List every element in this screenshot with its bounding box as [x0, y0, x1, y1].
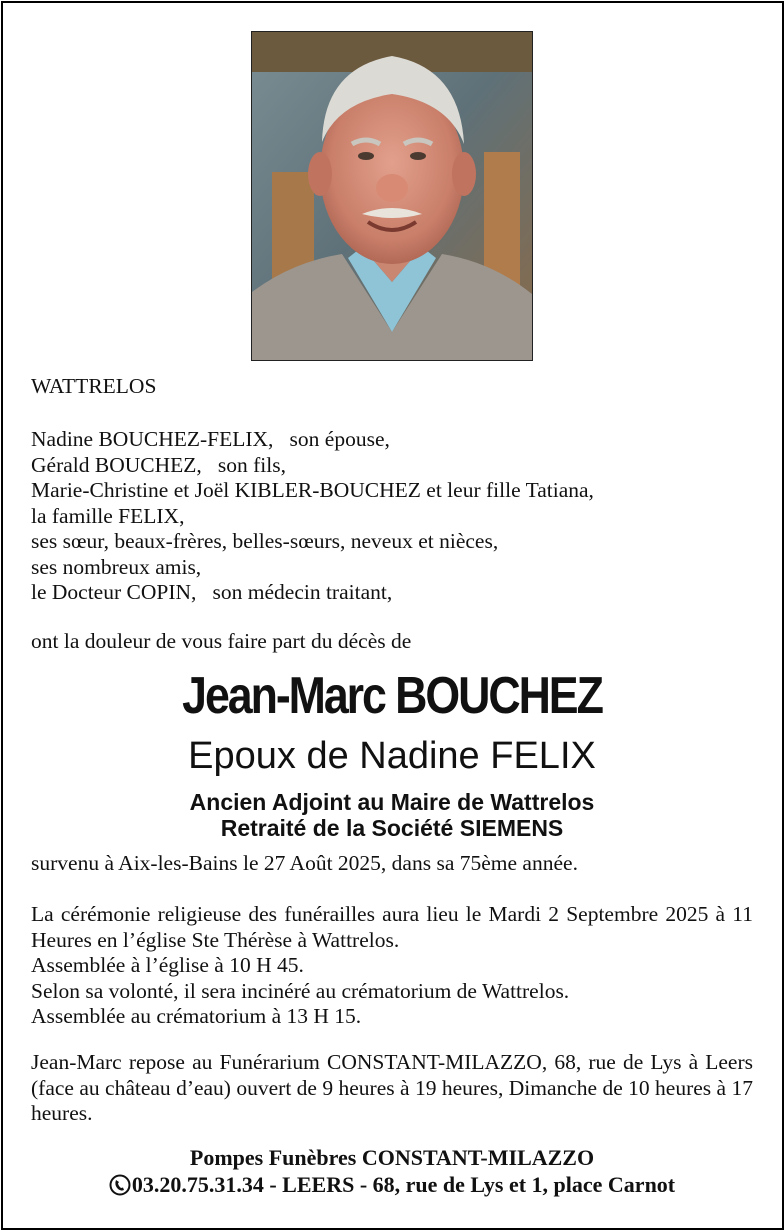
ceremony-line: Selon sa volonté, il sera incinéré au crématorium de Wattrelos. — [31, 978, 570, 1003]
town-label: WATTRELOS — [31, 374, 157, 398]
phone-icon — [109, 1174, 131, 1196]
family-member: la famille FELIX, — [31, 503, 185, 528]
family-list — [31, 427, 753, 606]
ceremony-line: Assemblée à l’église à 10 H 45. — [31, 953, 304, 977]
family-member: ses sœur, beaux-frères, belles-sœurs, neveux et nièces, — [31, 529, 499, 553]
ceremony-line: La cérémonie religieuse des funérailles aura lieu le Mardi 2 Septembre 2025 à 11 Heures en l’église Ste Thérèse à Wattrelos. — [31, 902, 753, 952]
family-member: Marie-Christine et Joël KIBLER-BOUCHEZ et leur fille Tatiana, — [31, 478, 594, 502]
funeral-home-contact — [0, 1171, 784, 1198]
contact-text: 03.20.75.31.34 - LEERS - 68, rue de Lys et 1, place Carnot — [131, 1172, 676, 1197]
funeral-home-name: Pompes Funèbres CONSTANT-MILAZZO — [189, 1145, 595, 1170]
title-retired: Retraité de la Société SIEMENS — [220, 815, 564, 841]
family-member: Nadine BOUCHEZ-FELIX, son épouse, — [31, 427, 390, 451]
portrait-photo — [251, 31, 533, 361]
family-member: Gérald BOUCHEZ, son fils, — [31, 452, 286, 477]
family-member: ses nombreux amis, — [31, 554, 202, 579]
family-member: le Docteur COPIN, son médecin traitant, — [31, 580, 393, 604]
deceased-name: Jean-Marc BOUCHEZ — [182, 667, 602, 725]
announcement-text: ont la douleur de vous faire part du décès de — [31, 629, 412, 653]
portrait-image — [252, 32, 532, 360]
funeral-home-rest-details: Jean-Marc repose au Funérarium CONSTANT-MILAZZO, 68, rue de Lys à Leers (face au château d’eau) ouvert de 9 heures à 19 heures, Dimanche de 10 heures à 17 heures. — [31, 1050, 753, 1125]
title-former-deputy: Ancien Adjoint au Maire de Wattrelos — [189, 789, 595, 815]
ceremony-line: Assemblée au crématorium à 13 H 15. — [31, 1004, 362, 1028]
spouse-line: Epoux de Nadine FELIX — [188, 735, 596, 777]
passing-details: survenu à Aix-les-Bains le 27 Août 2025, dans sa 75ème année. — [31, 851, 578, 875]
ceremony-details — [31, 902, 753, 1030]
